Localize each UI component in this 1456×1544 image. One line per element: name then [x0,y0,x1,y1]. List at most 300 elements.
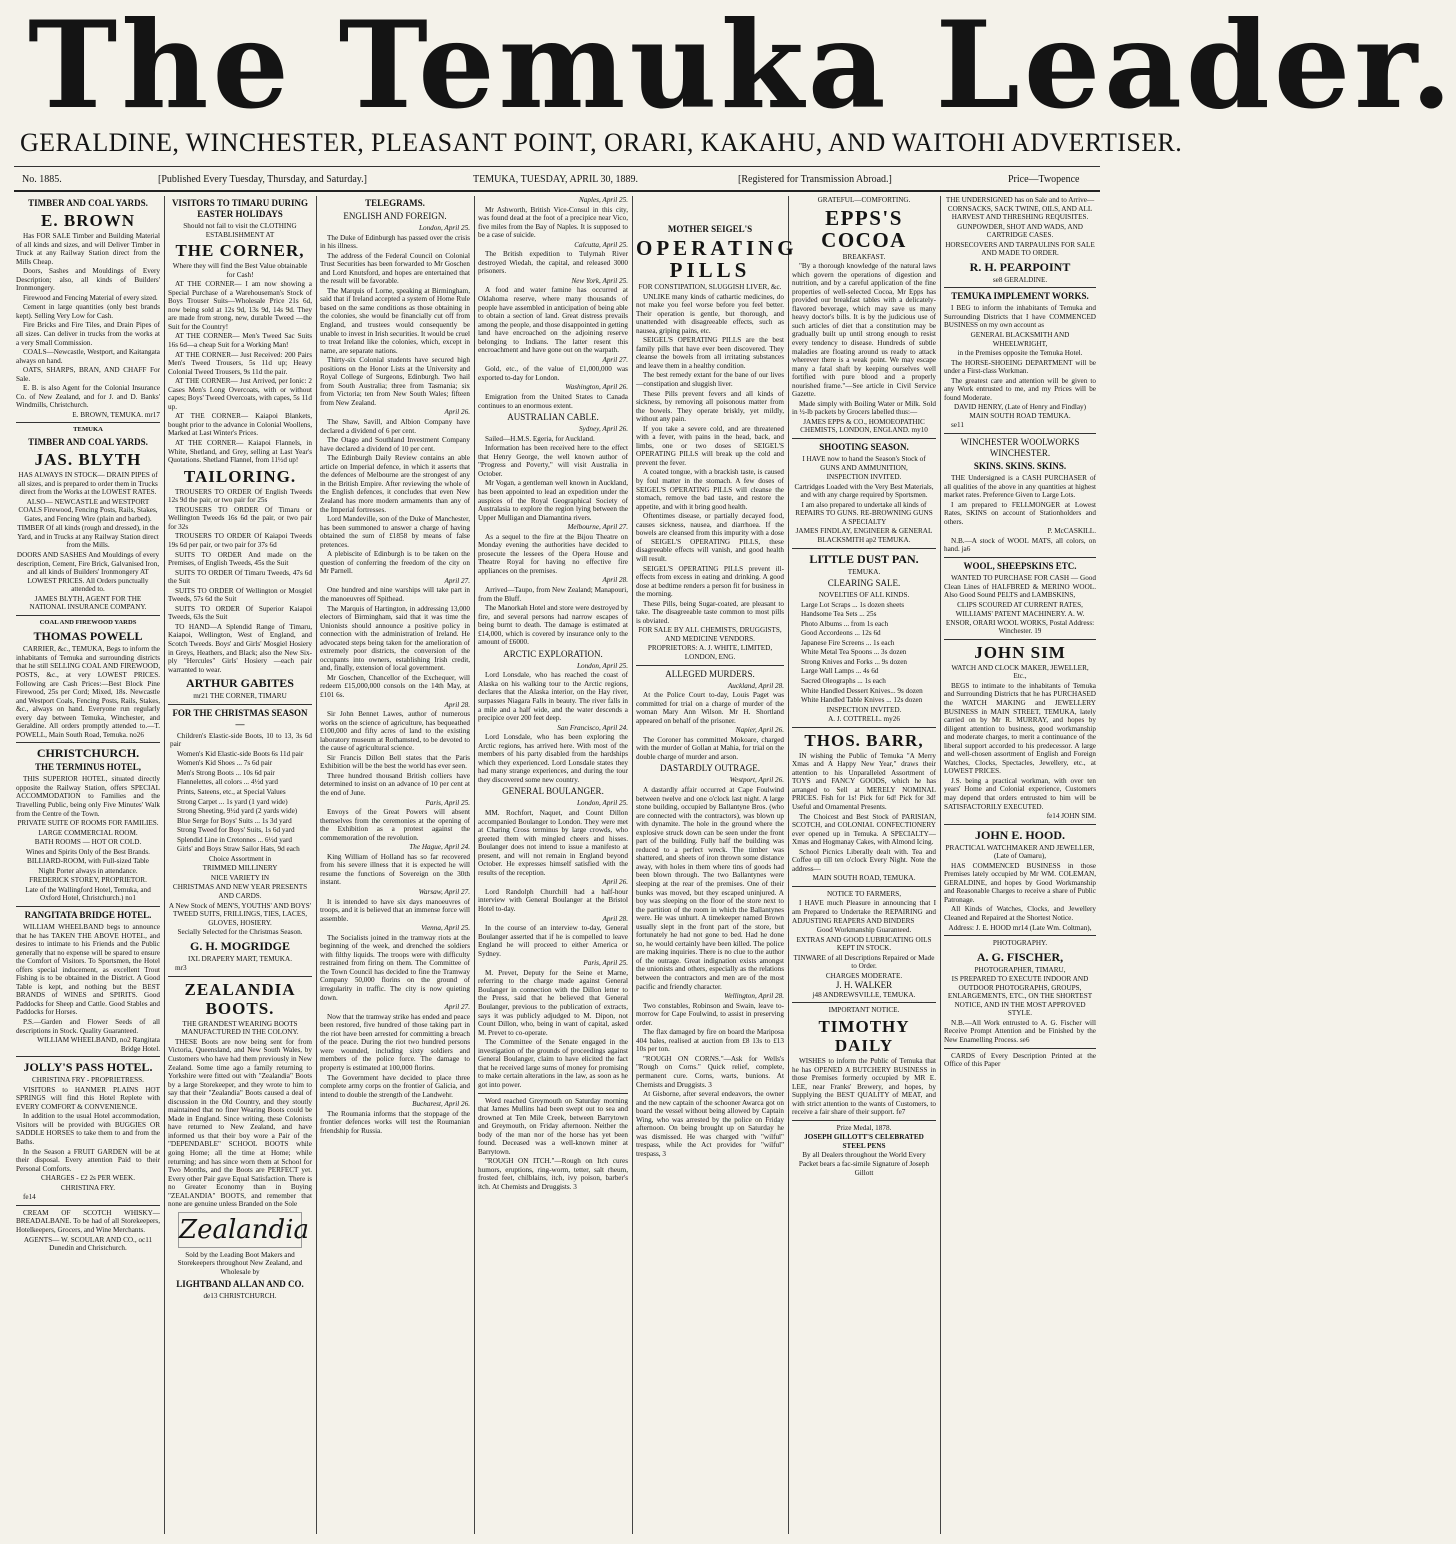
ad-text: HAS ALWAYS IN STOCK— DRAIN PIPES of all sizes, and is prepared to order them in Trucks direct from the Works at the LOWEST RATES. [18,471,158,497]
dateline: April 28. [602,914,628,923]
article-text: The British expedition to Tulyrnah River destroyed Wiedah, the capital, and released 3000 prisoners. [478,250,628,276]
ad-text: TROUSERS TO ORDER Of Timaru or Wellington Tweeds 16s 6d the pair, or two pair for 32s [168,505,312,531]
article-text: The Edinburgh Daily Review contains an able article on Imperial defence, in which it asserts that the defences of Melbourne are the strongest of any in the British Empire. After reviewing the whole of the English defences, it concludes that even New Zealand has more modern armaments than any of the Imperial fortresses. [320,454,470,514]
article-text: At Gisborne, after several endeavors, the owner and the new captain of the schooner Awarca got on board the vessel without being allowed by Captain Wing, who was arrested by the police on Friday afternoon. On being brought up on Saturday he was dismissed. He was charged with "wilful" trespass, while the Act provides for "wilful" trespass, 3 [636,1090,784,1158]
ad-text: Late of the Wallingford Hotel, Temuka, and Oxford Hotel, Christchurch.) no1 [25,885,151,903]
divider [944,639,1096,640]
issue-number: No. 1885. [22,174,62,185]
ad-text: AT THE CORNER— Just Received: 200 Pairs Men's Tweed Trousers, 5s 11d up; Heavy Colonial Tweed Trousers, 9s 11d the pair. [168,350,312,376]
dateline: April 27. [602,355,628,364]
article-text: Sailed—H.M.S. Egeria, for Auckland. [485,434,595,443]
article-text: Emigration from the United States to Canada continues to an enormous extent. [478,393,628,410]
ad-text: SUITS TO ORDER Of Timaru Tweeds, 47s 6d the Suit [168,568,312,586]
ad-heading: CLEARING SALE. [827,578,901,589]
article-text: The Coroner has committed Mokoare, charged with the murder of Gollan at Mahia, for trial on the double charge of murder and arson. [636,735,784,761]
ad-signature: se8 GERALDINE. [992,275,1048,284]
ad-signature: MAIN SOUTH ROAD, TEMUKA. [812,874,916,883]
article-text: Sir Francis Dillon Bell states that the Paris Exhibition will be the best the world has ever seen. [320,753,470,771]
divider [792,1120,936,1121]
ad-text: UNLIKE many kinds of cathartic medicines, do not make you feel worse before you feel better. Their operation is gentle, but thorough, and unattended with disagreeable effects, such as nausea, griping pains, etc. [636,292,784,335]
issue-info-bar [18,172,1098,190]
divider [792,438,936,439]
ad-text: TROUSERS TO ORDER Of English Tweeds 12s 9d the pair, or two pair for 25s [168,487,312,505]
article-text: Information has been received here to the effect that Henry George, the well known author of "Progress and Poverty," will visit Australia in October. [478,444,628,478]
dateline: New York, April 25. [571,276,628,285]
ad-text: The greatest care and attention will be given to any Work entrusted to me, and my Prices will be found Moderate. [944,376,1096,402]
ad-text: OATS, SHARPS, BRAN, AND CHAFF For Sale. [16,366,160,383]
article-text: Lord Mandeville, son of the Duke of Manchester, has been summoned to answer a charge of having obtained the sum of £1858 by means of false pretences. [320,515,470,549]
article-text: Now that the tramway strike has ended and peace been restored, five hundred of those taking part in the riot have been arrested for committing a breach of the peace. During the riot two hundred persons were wounded, including sixty soldiers and members of the police force. The damage to property is estimated at 100,000 florins. [320,1012,470,1072]
ad-text: LARGE COMMERCIAL ROOM. [38,828,138,837]
column-5 [636,196,798,1534]
ad-signature: de13 CHRISTCHURCH. [203,1291,277,1300]
ad-heading: VISITORS TO TIMARU DURING EASTER HOLIDAYS [171,198,309,219]
ad-text: Oftentimes disease, or partially decayed food, causes sickness, nausea, and diarrhoea. If the bowels are cleansed from this impurity with a dose of SEIGEL'S OPERATING PILLS, these disagreeable effects will vanish, and good health will result. [636,512,784,563]
column-divider [164,196,165,1534]
registration-note: [Registered for Transmission Abroad.] [738,174,892,185]
ad-text: CHARGES MODERATE. [825,971,903,980]
price-line: Splendid Line in Cretonnes ... 6½d yard [177,835,292,844]
divider [16,422,160,423]
dateline: Paris, April 25. [425,798,470,807]
price-line: Sacred Oleographs ... 1s each [801,676,886,685]
ad-text: Firewood and Fencing Material of every sized. [23,293,158,302]
ad-heading: WOOL, SHEEPSKINS ETC. [963,560,1077,571]
ad-text: IXL DRAPERY MART, TEMUKA. [188,954,292,963]
divider [16,615,160,616]
column-4 [478,196,628,1534]
ad-text: TIMBER Of all kinds (rough and dressed), in the Yard, and in Trucks at any Railway Station direct from the Mills. [17,524,159,550]
ad-text: SUITS TO ORDER Of Superior Kaiapoi Tweeds, 63s the Suit [168,604,312,622]
column-6 [792,196,936,1534]
article-text: Sir John Bennet Lawes, author of numerous works on the science of agriculture, has bequeathed £100,000 and fifty acres of land to the existing laboratory museum at Rothamsted, to be devoted to the cause of agricultural science. [320,710,470,753]
ad-text: BREAKFAST. [842,252,886,261]
ad-signature: A. J. COTTRELL. my26 [828,715,900,724]
article-text: The Marquis of Hartington, in addressing 13,000 electors of Birmingham, said that it was time the Unionists should announce a positive policy in connection with the administration of Ireland. He advocated steps being taken for the amelioration of extremely poor districts, the conversion of the occupants into owners, establishing Irish credit, and, finally, extension of local government. [320,604,470,673]
ad-text: Good Workmanship Guaranteed. [816,926,912,935]
masthead-subtitle: GERALDINE, WINCHESTER, PLEASANT POINT, ORARI, KAKAHU, AND WAITOHI ADVERTISER. [20,128,1183,157]
article-text: The Marquis of Lorne, speaking at Birmingham, said that if Ireland accepted a system of Home Rule based on the same conditions as those obtaining in the colonies, she would be financially cut off from England, and trustees would consequently be unable to invest in Irish securities. It would be cruel to treat Ireland like the colonies, which, except in name, are separate nations. [320,286,470,355]
divider [944,557,1096,558]
ad-text: NOVELTIES OF ALL KINDS. [818,591,910,600]
ad-text: BEGS to intimate to the inhabitants of Temuka and Surrounding Districts that he has PURCHASED the WATCH MAKING and JEWELLERY BUSINESS in MAIN STREET, TEMUKA, lately carried on by Mr R. MURRAY, and hopes by diligent attention to business, good workmanship and moderate charges, to merit a continuance of the liberal support accorded to his predecessor. A large and well-chosen assortment of English and Foreign Watches, Clocks, Spectacles, Jewellery, etc., at LOWEST PRICES. [944,681,1096,776]
price-line: Prints, Sateens, etc., at Special Values [177,787,286,796]
article-text: "ROUGH ON CORNS."—Ask for Wells's "Rough on Corns." Quick relief, complete, permanent cure. Corns, warts, bunions. At Chemists and Druggists. 3 [636,1054,784,1089]
ad-text: I HAVE now to hand the Season's Stock of GUNS AND AMMUNITION, [802,455,926,472]
price-line: Handsome Tea Sets ... 25s [801,610,877,619]
dateline: April 26. [602,878,628,887]
ad-text: DOORS AND SASHES And Mouldings of every description, Cement, Fire Brick, Galvanised Iron, and all kinds of Builders' Ironmongery AT LOWEST PRICES. All Orders punctually attended to. [16,550,160,594]
ad-text: WANTED TO PURCHASE FOR CASH — Good Clean Lines of HALFBRED & MERINO WOOL. Also Good Sound PELTS and LAMBSKINS, [944,573,1096,600]
ad-text: AT THE CORNER— Kaiapoi Blankets, bought prior to the advance in Colonial Woollens, Marked at Last Winter's Prices. [168,412,312,438]
article-text: The Otago and Southland Investment Company have declared a dividend of 10 per cent. [320,436,470,453]
article-text: In the course of an interview to-day, General Boulanger asserted that if he is compelled to leave England he will proceed to either America or Sydney. [478,924,628,958]
ad-text: WATCH AND CLOCK MAKER, JEWELLER, Etc., [951,663,1089,681]
ad-text: CREAM OF SCOTCH WHISKY— BREADALBANE. To be had of all Storekeepers, Hotelkeepers, Grocers, and Wine Merchants. [16,1208,160,1234]
column-1 [16,196,160,1534]
ad-text: Night Porter always in attendance. [38,866,138,875]
price: Price—Twopence [1008,174,1080,185]
dateline: Bucharest, April 26. [412,1100,470,1109]
ad-signature: P. McCASKILL. [1047,527,1096,536]
ad-text: FOR SALE BY ALL CHEMISTS, DRUGGISTS, AND MEDICINE VENDORS. [638,626,782,643]
dateline: April 28. [444,700,470,709]
ad-text: I HAVE much Pleasure in announcing that I am Prepared to Undertake the REPAIRING and ADJUSTING REAPERS AND BINDERS [792,899,936,925]
ad-text: NICE VARIETY IN [210,873,270,882]
ad-text: j48 ANDREWSVILLE, TEMUKA. [812,990,916,999]
ad-text: VISITORS to HANMER PLAINS HOT SPRINGS will find this Hotel Replete with EVERY COMFORT & CONVENIENCE. [16,1085,160,1111]
ad-signature: CHRISTINA FRY. [60,1183,116,1192]
article-text: The Committee of the Senate engaged in the investigation of the grounds of proceedings against General Boulanger, claim to have elicited the fact that he received large sums of money for promising to make certain alterations in the law, as soon as he got into power. [478,1038,628,1089]
ad-heading: MOTHER SEIGEL'S [667,224,753,234]
article-text: Two constables, Robinson and Swain, leave to-morrow for Cape Foulwind, to assist in preserving order. [636,1001,784,1027]
header-rule-thick [14,190,1100,192]
article-text: At the Police Court to-day, Louis Paget was committed for trial on a charge of murder of the woman Mary Ann Wilson. Mr H. Shortland appeared on behalf of the prisoner. [636,691,784,725]
divider [168,704,312,705]
divider [944,1048,1096,1049]
header-rule [14,166,1100,167]
ad-text: I am also prepared to undertake all kinds of REPAIRS TO GUNS. RE-BROWNING GUNS A SPECIALTY [795,500,933,526]
ad-text: FOR CONSTIPATION, SLUGGISH LIVER, &c. [638,283,782,291]
dateline: The Hague, April 24. [409,843,470,852]
ad-signature: fe14 JOHN SIM. [1046,812,1096,821]
ad-heading: THE CORNER, [175,241,305,261]
price-line: Good Accordeons ... 12s 6d [801,629,881,638]
column-divider [788,196,789,1534]
ad-text: COALS—Newcastle, Westport, and Kaitangata always on hand. [16,348,160,365]
ad-heading: NOTICE TO FARMERS, [826,889,902,898]
ad-signature: mr21 THE CORNER, TIMARU [193,692,287,701]
dateline: Paris, April 25. [583,959,628,968]
ad-signature: FREDERICK STOREY, PROPRIETOR. [29,876,147,885]
ad-text: The best remedy extant for the bane of our lives—constipation and sluggish liver. [636,371,784,389]
article-text: The Roumania informs that the stoppage of the frontier defences works will test the Roumanian friendship for Russia. [320,1109,470,1135]
article-text: The Socialists joined in the tramway riots at the beginning of the week, and drenched the soldiers with filthy liquids. The troops were with difficulty restrained from firing on them. The Committee of the Town Council has decided to fine the Tramway Company 50,000 florins on the ground of irregularity in traffic. The city is now quieting down. [320,933,470,1002]
publication-days: [Published Every Tuesday, Thursday, and Saturday.] [158,174,367,185]
article-text: Gold, etc., of the value of £1,000,000 was exported to-day for London. [478,365,628,382]
article-text: Mr Ashworth, British Vice-Consul in this city, was found dead at the foot of a precipice near Vico, five miles from the Bay of Naples. It is supposed to be a case of suicide. [478,205,628,240]
ad-text: In addition to the usual Hotel accommodation, Visitors will be provided with BUGGIES OR SADDLE HORSES to take them to and from the Baths. [16,1112,160,1147]
ad-text: A New Stock of MEN'S, YOUTHS' AND BOYS' TWEED SUITS, FRILLINGS, TIES, LACES, GLOVES, HOSIERY. [168,901,312,927]
ad-signature: JAMES FINDLAY, ENGINEER & GENERAL BLACKSMITH ap2 TEMUKA. [795,527,933,544]
article-text: MM. Rochfort, Naquet, and Count Dillon accompanied Boulanger to London. They were met at Charing Cross terminus by large crowds, who greeted them with mingled cheers and hisses. Boulanger does not intend to issue a manifesto at present, and will not remain in England beyond October. He expresses himself satisfied with the results of the reception. [478,809,628,877]
ad-heading: R. H. PEARPOINT [969,259,1071,274]
dateline: Napier, April 26. [735,726,784,735]
ad-signature: J. H. WALKER [835,980,893,991]
ad-text: WILLIAM WHEELBAND begs to announce that he has TAKEN THE ABOVE HOTEL, and desires to intimate to his Friends and the Public generally that no expense will be spared to ensure the Comfort of Visitors. To Sportsmen, the Hotel offers special inducement, as excellent Trout Fishing is to be obtained in the District. A Good Table is kept, and nothing but the BEST BRANDS of WINES and SPIRITS. Good Paddocks for Sheep and Cattle. Good Stables and Paddocks for Horses. [16,923,160,1017]
ad-text: Cartridges Loaded with the Very Best Materials, and with any charge required by Sportsmen. [794,482,934,500]
ad-text: TINWARE of all Descriptions Repaired or Made to Order. [793,953,935,971]
ad-text: AT THE CORNER— Men's Tweed Sac Suits 16s 6d—a cheap Suit for a Working Man! [168,332,312,350]
divider [16,1056,160,1057]
ad-text: These Pills prevent fevers and all kinds of sickness, by removing all poisonous matter from the bowels. They operate briskly, yet mildly, without any pain. [636,389,784,424]
ad-text: PRACTICAL WATCHMAKER AND JEWELLER, (Late of Oamaru), [945,843,1095,861]
ad-text: SEIGEL'S OPERATING PILLS prevent ill-effects from excess in eating and drinking. A good dose at bedtime renders a person fit for business in the morning. [636,564,784,599]
ad-text: CLIPS SCOURED AT CURRENT RATES, [957,600,1083,609]
ad-signature: PROPRIETORS: A. J. WHITE, LIMITED, LONDON, ENG. [647,644,773,661]
ad-code: fe14 [23,1193,36,1202]
ad-text: If you take a severe cold, and are threatened with a fever, with pains in the head, back, and limbs, one or two doses of SEIGEL'S OPERATING PILLS will break up the cold and prevent the fever. [636,424,784,467]
ad-heading: ZEALANDIA BOOTS. [184,979,296,1018]
ad-text: Secially Selected for the Christmas Season. [177,928,303,937]
ad-heading: SKINS. SKINS. SKINS. [973,461,1067,472]
ad-heading: RANGITATA BRIDGE HOTEL. [24,910,152,920]
ad-text: IS PREPARED TO EXECUTE INDOOR AND OUTDOOR PHOTOGRAPHS, GROUPS, ENLARGEMENTS, ETC., ON THE SHORTEST NOTICE, AND IN THE MOST APPROVED STYLE. [947,975,1093,1018]
dateline: Westport, April 26. [729,776,784,785]
ad-text: TROUSERS TO ORDER Of Kaiapoi Tweeds 19s 6d per pair, or two pair for 37s 6d [168,532,312,549]
article-text: Mr Goschen, Chancellor of the Exchequer, will redeem £15,000,000 consols on the 14th May, at £101 6s. [320,673,470,699]
ad-text: School Picnics Liberally dealt with. Tea and Coffee up till ten o'clock Every Night. Note the address— [792,847,936,873]
price-line: Strong Sheeting, 9½d yard (2 yards wide) [177,807,298,816]
divider [792,1002,936,1003]
ad-signature: JAMES BLYTH, AGENT FOR THE NATIONAL INSURANCE COMPANY. [29,594,147,612]
ad-text: CHRISTMAS AND NEW YEAR PRESENTS AND CARDS. [172,883,308,900]
ad-signature: JAMES EPPS & CO., HOMOEOPATHIC CHEMISTS, LONDON, ENGLAND. my10 [800,417,928,435]
ad-text: Doors, Sashes and Mouldings of Every Description; also, all kinds of Builders' Ironmongery. [16,267,160,293]
ad-heading: THOMAS POWELL [33,629,143,644]
price-line: White Metal Tea Spoons ... 3s dozen [801,648,907,657]
ad-signature: Address: J. E. HOOD mr14 (Late Wm. Coltman), [948,923,1092,932]
ad-text: TO HAND—A Splendid Range of Timaru, Kaiapoi, Wellington, West of England, and Scotch Tweeds. Boys' and Girls' Mosgiel Hosiery in Greys, Heathers, and Black; also the New Six-ply "Hercules" Girls' Hosiery —each pair warranted to wear. [168,622,312,674]
ad-signature: E. BROWN, TEMUKA. mr17 [72,410,160,419]
ad-heading: CHRISTCHURCH. [36,746,140,761]
dateline: London, April 25. [577,799,628,808]
divider [792,727,936,728]
ad-text: N.B.—All Work entrusted to A. G. Fischer will Receive Prompt Attention and be Finished by the New Enamelling Process. se6 [944,1018,1096,1045]
ad-text: INSPECTION INVITED. [826,705,902,714]
ad-text: THIS SUPERIOR HOTEL, situated directly opposite the Railway Station, offers SPECIAL ACCOMMODATION to Families and the Travelling Public, being only Five Minutes' Walk from the Centre of the Town. [16,775,160,818]
ad-text: AT THE CORNER— I am now showing a Special Purchase of a Warehouseman's Stock of Boys Trouser Suits—Wholesale Price 21s 6d, now being sold at 12s 9d, 13s 9d, 14s 9d. They are made from strong, new, durable Tweed —the Suit for the Country! [168,280,312,331]
ad-text: The HORSE-SHOEING DEPARTMENT will be under a First-class Workman. [944,358,1096,376]
ad-heading: WINCHESTER WOOLWORKS WINCHESTER. [960,437,1080,459]
article-text: Lord Lonsdale, who has been exploring the Arctic regions, has arrived here. With most of the members of his party disabled from the hardships which they experienced. Lord Lonsdale states they had many strange experiences, and during the tour they discovered some new country. [478,733,628,784]
ad-text: BILLIARD-ROOM, with Full-sized Table [27,857,149,866]
ad-heading: JOHN E. HOOD. [974,827,1065,842]
section-heading: TELEGRAMS. [365,198,425,208]
dateline: Warsaw, April 27. [418,888,470,897]
section-heading: DASTARDLY OUTRAGE. [659,763,761,774]
column-7 [944,196,1096,1534]
price-line: Flannelettes, all colors ... 4½d yard [177,778,279,787]
article-text: One hundred and nine warships will take part in the manoeuvres off Spithead. [320,586,470,603]
divider [944,935,1096,936]
price-line: White Handled Table Knives ... 12s dozen [801,696,923,705]
price-line: Photo Albums ... from 1s each [801,619,889,628]
ad-heading: TIMBER AND COAL YARDS. [28,198,148,208]
ad-text: Made simply with Boiling Water or Milk. Sold in ½-lb packets by Grocers labelled thus:— [792,399,936,417]
ad-text: GUNPOWDER, SHOT AND WADS, AND CARTRIDGE CASES. [957,222,1083,240]
article-text: Thirty-six Colonial students have secured high positions on the Honor Lists at the University and Royal College of Surgeons, Edinburgh. Two hail from South Australia; three from Tasmania; six from Victoria; ten from New South Wales; fifteen from New Zealand. [320,356,470,407]
divider [636,665,784,666]
divider [792,548,936,549]
ad-heading: EPPS'S COCOA [821,205,907,252]
price-line: Strong Carpet ... 1s yard (1 yard wide) [177,797,288,806]
ad-text: Choice Assortment in [208,854,272,863]
ad-text: PHOTOGRAPHER, TIMARU, [974,965,1066,974]
ad-text: CHRISTINA FRY - PROPRIETRESS. [32,1076,144,1085]
column-divider [632,196,633,1534]
ad-heading: E. BROWN [41,211,135,230]
price-line: Blue Serge for Boys' Suits ... 1s 3d yard [177,816,292,825]
ad-text: Should not fail to visit the CLOTHING ESTABLISHMENT AT [183,222,297,239]
ad-text: HAS COMMENCED BUSINESS in those Premises lately occupied by Mr WM. COLEMAN, GERALDINE, and hopes by Good Workmanship and Reasonable Charges to receive a share of Public Patronage. [944,861,1096,904]
ad-heading: JOHN SIM [974,642,1066,662]
price-line: Women's Kid Elastic-side Boots 6s 11d pair [177,749,304,758]
ad-text: Sold by the Leading Boot Makers and Storekeepers throughout New Zealand, and Wholesale by [177,1250,303,1276]
ad-heading: FOR THE CHRISTMAS SEASON— [172,707,308,729]
ad-text: Where they will find the Best Value obtainable for Cash! [172,262,308,279]
article-text: As a sequel to the fire at the Bijou Theatre on Monday evening the authorities have decided to prosecute the lessees of the Opera House and Theatre Royal for having no effective fire appliances on the premises. [478,532,628,575]
divider [16,1205,160,1206]
article-text: Lord Lonsdale, who has reached the coast of Alaska on his walking tour to the Arctic regions, declares that the Alaska interior, on the Hay river, surpasses Niagara Falls in beauty. The river falls in a mile and a half wide, and the water descends a precipice over 200 feet deep. [478,671,628,723]
ad-heading: PHOTOGRAPHY. [992,939,1048,948]
ad-heading: ARTHUR GABITES [186,676,294,691]
dateline: Calcutta, April 25. [574,240,628,249]
divider [944,824,1096,825]
ad-text: Fire Bricks and Fire Tiles, and Drain Pipes of all sizes. Can deliver in trucks from the works at a very Small Commission. [16,321,160,347]
column-divider [474,196,475,1534]
ad-heading: OPERATING PILLS [636,236,798,282]
ad-heading: LITTLE DUST PAN. [809,551,919,566]
issue-date: TEMUKA, TUESDAY, APRIL 30, 1889. [473,174,639,185]
ad-text: INSPECTION INVITED. [826,473,902,482]
article-text: The Shaw, Savill, and Albion Company have declared a dividend of 6 per cent. [320,418,470,435]
ad-heading: TEMUKA IMPLEMENT WORKS. [951,291,1089,302]
article-text: The flax damaged by fire on board the Mariposa 404 bales, realised at auction from £8 13s to £13 10s per ton. [636,1028,784,1054]
dateline: Naples, April 25. [579,196,628,204]
price-line: Large Lot Scraps ... 1s dozen sheets [801,600,905,609]
price-line: Women's Kid Shoes ... 7s 6d pair [177,759,273,768]
ad-text: "By a thorough knowledge of the natural laws which govern the operations of digestion and nutrition, and by a careful application of the fine properties of well-selected Cocoa, Mr Epps has provided our breakfast tables with a delicately-flavored beverage, which may save us many heavy doctor's bills. It is by the judicious use of such articles of diet that a constitution may be gradually built up until strong enough to resist every tendency to disease. Hundreds of subtle maladies are floating around us ready to attack wherever there is a weak point. We may escape many a fatal shaft by keeping ourselves well fortified with pure blood and a properly nourished frame."—See article in Civil Service Gazette. [792,262,936,399]
ad-signature: AGENTS— W. SCOULAR AND CO., oc11 Dunedin and Christchurch. [23,1235,153,1253]
article-text: Word reached Greymouth on Saturday morning that James Mullins had been swept out to sea and drowned at Ten Mile Creek, between Barrytown and Greymouth, on Friday afternoon. Neither the body of the man nor of the horse has yet been found. Deceased was a well-known miner at Barrytown. [478,1096,628,1156]
ad-text: CARDS of Every Description Printed at the Office of this Paper [944,1051,1096,1069]
ad-text: CARRIER, &c., TEMUKA, Begs to inform the inhabitants of Temuka and surrounding districts that he still SELLING COAL AND FIREWOOD, POSTS, &c., at very LOWEST PRICES. Following are Cash Prices:—Best Block Pine Firewood, 25s per Cord; Mixed, 18s. Newcastle and Westport Coals, Fencing Posts, Rails, Stakes, &c., always on hand. Everyone run regularly every day between Temuka, Winchester, and Geraldine. All orders promptly attended to.—T. POWELL, Main South Road, Temuka. no26 [16,645,160,739]
ad-text: The Choicest and Best Stock of PARISIAN, SCOTCH, and COLONIAL CONFECTIONERY ever opened up in Temuka. A SPECIALTY—Xmas and Hogmanay Cakes, with Almond Icing. [792,812,936,847]
divider [16,906,160,907]
ad-text: AT THE CORNER— Just Arrived, per Ionic: 2 Cases Men's Long Overcoats, with or without capes; Boys' Tweed Overcoats, with capes, 5s 11d up. [168,377,312,411]
ad-text: WISHES to inform the Public of Temuka that he has OPENED A BUTCHERY BUSINESS in those Premises formerly occupied by MR E. LEE, near Franks' Brewery, and hopes, by Supplying the BEST QUALITY of MEAT, and with strict attention to the wants of Customers, to receive a fair share of their support. fe7 [792,1057,936,1117]
price-line: Men's Strong Boots ... 10s 6d pair [177,768,275,777]
divider [16,742,160,743]
ad-text: Wines and Spirits Only of the Best Brands. [26,847,150,856]
ad-text: I am prepared to FELLMONGER at Lowest Rates, SKINS on account of Stationholders and others. [944,500,1096,526]
dateline: Sydney, April 26. [579,425,628,434]
dateline: April 26. [444,408,470,417]
ad-text: THESE Boots are now being sent for from Victoria, Queensland, and New South Wales, by Customers who have had them previously in New Zealand. Some time ago a family returning to Yorkshire were fitted out with "Zealandia" Boots by a large Storekeeper, and they wrote to him to say that their "Zealandia" Boots caused a deal of discussion in the Old Country, and they stoutly maintained that no finer Wearing Boots could be Made in England. Since writing, these Colonists have returned to New Zealand, and have informed us that their boy wore a Pair of the "DEPENDABLE" SCHOOL BOOTS while going Home; all the time at Home; while returning; and has since worn them at School for Two Months, and the Boots are PERFECT yet. Every other Pair gave Equal Satisfaction. There is no Greater Economy than in Buying "ZEALANDIA" BOOTS, and remember that none are genuine unless Branded on the Sole [168,1037,312,1209]
article-text: King William of Holland has so far recovered from his severe illness that it is expected he will resume the functions of Sovereign on the 30th instant. [320,852,470,887]
ad-heading: LIGHTBAND ALLAN AND CO. [176,1278,304,1289]
ad-text: All Kinds of Watches, Clocks, and Jewellery Cleaned and Repaired at the Shortest Notice. [944,905,1096,922]
ad-text: IN wishing the Public of Temuka "A Merry Xmas and A Happy New Year," draws their attention to his Unparalleled Assortment of TOYS and FANCY GOODS, which he has arranged to Sell at MERELY NOMINAL PRICES. Fish for 1s! Pick for 6d! Pick for 3d! Useful and Ornamental Presents. [792,751,936,811]
article-text: M. Prevet, Deputy for the Seine et Marne, referring to the charge made against General Boulanger in connection with the Dillon letter to the Press, said that he believed that General Boulanger, previous to the publication of extracts, says it was publicly adjudged to M. Dipon, not Count Dillon, who, being in want of capital, asked M. Prevet to co-operate. [478,968,628,1037]
ad-heading: SHOOTING SEASON. [819,442,909,453]
dateline: April 27. [444,1003,470,1012]
section-heading: ALLEGED MURDERS. [665,668,755,679]
price-line: Strong Tweed for Boys' Suits, 1s 6d yard [177,826,295,835]
article-text: The Government have decided to place three complete army corps on the frontier of Galicia, and intend to double the strength of the Landwehr. [320,1073,470,1099]
masthead-title: The Temuka Leader. [28,0,1456,136]
ad-text: A coated tongue, with a brackish taste, is caused by foul matter in the stomach. A few doses of SEIGEL'S OPERATING PILLS will cleanse the stomach, remove the bad taste, and restore the appetite, and with it bring good health. [636,468,784,511]
column-divider [940,196,941,1534]
ad-text: By all Dealers throughout the World Every Packet bears a fac-simile Signature of Joseph Gillott [798,1151,930,1177]
ad-heading: THE TERMINUS HOTEL, [34,762,142,773]
column-3 [320,196,470,1534]
ad-text: GENERAL BLACKSMITH AND WHEELWRIGHT, [970,331,1070,348]
ad-text: THE Undersigned is a CASH PURCHASER of all qualities of the above in any quantities at highest market rates. Preference Given to Large Lots. [944,474,1096,500]
divider [168,976,312,977]
dateline: Wellington, April 28. [724,992,784,1001]
column-divider [316,196,317,1534]
article-text: The Duke of Edinburgh has passed over the crisis in his illness. [320,233,470,251]
price-line: White Handled Dessert Knives... 9s dozen [801,686,923,695]
section-heading: AUSTRALIAN CABLE. [507,412,599,423]
ad-text: THE UNDERSIGNED has on Sale and to Arrive— CORNSACKS, SACK TWINE, OILS, AND ALL HARVEST AND THRESHING REQUISITES. [945,196,1095,222]
dateline: London, April 25. [419,224,470,232]
ad-text: EXTRAS AND GOOD LUBRICATING OILS KEPT IN STOCK. [796,935,932,953]
article-text: The Manorkah Hotel and store were destroyed by fire, and several persons had narrow escapes of being burnt to death. The damage is estimated at £14,000, which is covered by insurance only to the amount of £6000. [478,604,628,647]
ad-code: mr3 [175,964,187,973]
ad-text: P.S.—Garden and Flower Seeds of all descriptions in Stock. Quality Guaranteed. [16,1018,160,1035]
ad-text: BATH ROOMS — HOT OR COLD. [34,838,142,847]
dateline: Melbourne, April 27. [567,523,628,532]
dateline: April 28. [602,576,628,585]
ad-text: Cement in large quantities (only best brands kept). Selling Very Low for Cash. [16,303,160,320]
section-subheading: ENGLISH AND FOREIGN. [343,211,447,221]
divider [944,287,1096,288]
ad-signature: WILLIAM WHEELBAND, no2 Rangitata Bridge Hotel. [37,1036,160,1053]
ad-text: J.S. being a practical workman, with over ten years' Home and Colonial experience, Customers may depend that orders entrusted to him will be SATISFACTORILY EXECUTED. [944,776,1096,811]
divider [944,433,1096,434]
ad-text: SUITS TO ORDER And made on the Premises, of English Tweeds, 45s the Suit [168,550,312,568]
ad-heading: JOSEPH GILLOTT'S CELEBRATED STEEL PENS [804,1133,924,1150]
article-text: Three hundred thousand British colliers have determined to insist on an advance of 10 per cent at the end of June. [320,771,470,797]
article-text: It is intended to have six days manoeuvres of troops, and it is believed that an immense force will assemble. [320,897,470,923]
article-text: A food and water famine has occurred at Oklahoma reserve, where many thousands of people have assembled in anticipation of being able to obtain a section of land. Great distress prevails among the people, and those disappointed in getting land have encroached on the adjoining reserve belonging to Indians. The latter resent this encroachment and have gone out on the warpath. [478,286,628,355]
ad-heading: TAILORING. [183,466,297,486]
price-line: Children's Elastic-side Boots, 10 to 13, 3s 6d pair [170,731,312,749]
ad-heading: A. G. FISCHER, [976,949,1064,964]
ad-text: ALSO— NEWCASTLE and WESTPORT COALS Firewood, Fencing Posts, Rails, Stakes, Gates, and Fencing Wire (plain and barbed). [18,497,158,523]
ad-heading: TIMOTHY DAILY [818,1017,910,1056]
price-line: Strong Knives and Forks ... 9s dozen [801,657,908,666]
dateline: Washington, April 26. [565,383,628,392]
divider [792,886,936,887]
article-text: Lord Randolph Churchill had a half-hour interview with General Boulanger at the Bristol Hotel to-day. [478,887,628,914]
ad-text: PRIVATE SUITE OF ROOMS FOR FAMILIES. [17,819,159,828]
ad-text: TEMUKA. [847,567,881,576]
ad-text: I BEG to inform the inhabitants of Temuka and Surrounding Districts that I have COMMENCED BUSINESS on my own account as [944,304,1096,330]
ad-heading: THOS. BARR, [804,730,924,750]
section-heading: ARCTIC EXPLORATION. [503,648,603,659]
ad-text: GRATEFUL—COMFORTING. [817,196,911,204]
ad-heading: IMPORTANT NOTICE. [828,1006,900,1015]
ad-text: AT THE CORNER— Kaiapoi Flannels, in White, Shetland, and Grey, selling at Last Year's Quotations. Shetland Flannel, from 11½d up! [168,439,312,465]
ad-heading: TEMUKA [73,426,103,434]
ad-text: SUITS TO ORDER Of Wellington or Mosgiel Tweeds, 57s 6d the Suit [168,586,312,604]
ad-text: Prize Medal, 1878. [836,1123,892,1132]
ad-text: SEIGEL'S OPERATING PILLS are the best family pills that have ever been discovered. They cleanse the bowels from all irritating substances and leave them in a healthy condition. [636,336,784,370]
dateline: London, April 25. [577,661,628,670]
price-line: Large Wall Lamps ... 4s 6d [801,667,879,676]
price-line: Japanese Fire Screens ... 1s each [801,638,895,647]
ad-heading: COAL AND FIREWOOD YARDS [39,618,137,626]
divider [478,1093,628,1094]
zealandia-signature-logo: Zealandia [178,1212,302,1248]
dateline: Auckland, April 28. [727,681,784,690]
dateline: San Francisco, April 24. [557,723,628,732]
ad-heading: JAS. BLYTH [34,450,142,470]
